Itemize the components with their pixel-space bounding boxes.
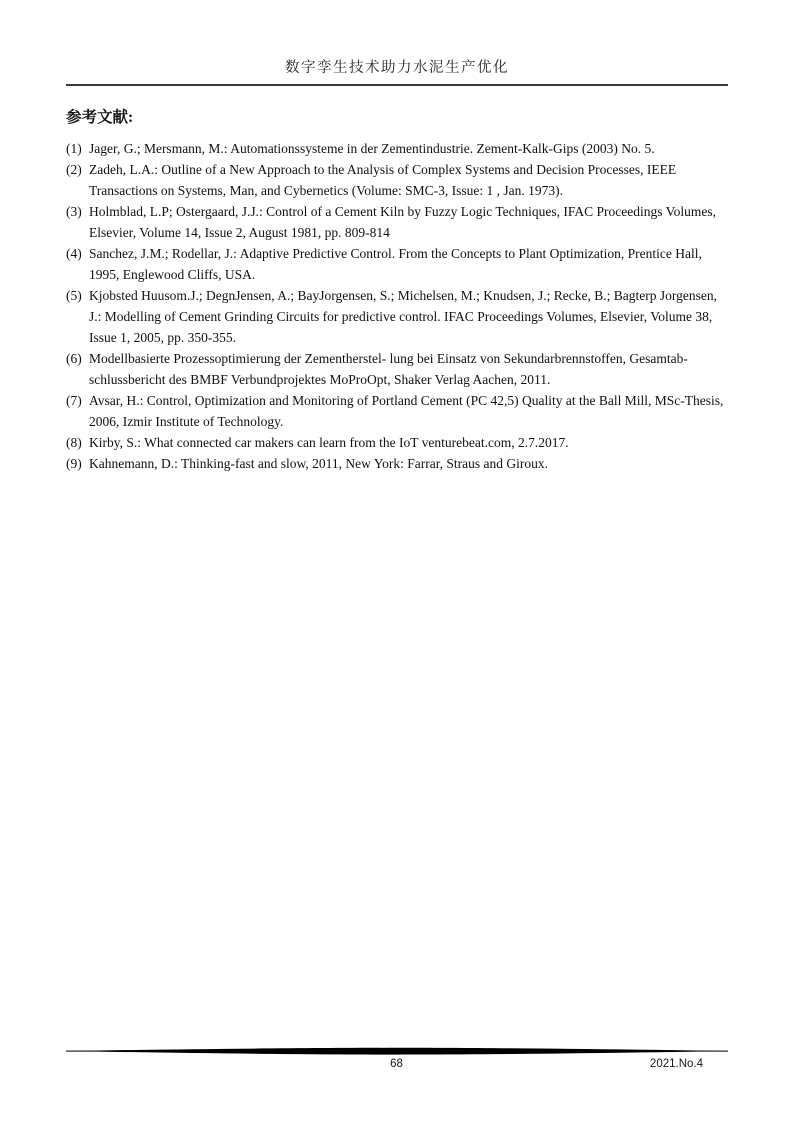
- reference-text: Sanchez, J.M.; Rodellar, J.: Adaptive Predictive Control. From the Concepts to Plant Optimization, Prentice Hall, 1995, Englewood Cliffs, USA.: [89, 246, 702, 282]
- reference-number: (8): [66, 435, 82, 450]
- footer-issue-number: 2021.No.4: [649, 1058, 703, 1070]
- running-title: 数字孪生技术助力水泥生产优化: [285, 60, 509, 76]
- reference-item: [66, 201, 728, 243]
- header-rule: [66, 84, 728, 86]
- reference-text: Zadeh, L.A.: Outline of a New Approach to the Analysis of Complex Systems and Decision Processes, IEEE Transactions on Systems, Man, and Cybernetics (Volume: SMC-3, Issue: 1 , Jan. 1973).: [89, 162, 677, 198]
- reference-number: (4): [66, 246, 82, 261]
- reference-number: (6): [66, 351, 82, 366]
- reference-text: Jager, G.; Mersmann, M.: Automationssysteme in der Zementindustrie. Zement-Kalk-Gips (2003) No. 5.: [89, 141, 655, 156]
- reference-number: (5): [66, 288, 82, 303]
- footer: [0, 1058, 793, 1076]
- reference-text: Modellbasierte Prozessoptimierung der Zementherstel- lung bei Einsatz von Sekundarbrennstoffen, Gesamtab-schlussbericht des BMBF Verbundprojektes MoProOpt, Shaker Verlag Aachen, 2011.: [89, 351, 688, 387]
- footer-page-number: 68: [390, 1058, 403, 1070]
- footer-divider-bar: [66, 1047, 728, 1056]
- reference-item: [66, 348, 728, 390]
- reference-text: Kirby, S.: What connected car makers can learn from the IoT venturebeat.com, 2.7.2017.: [89, 435, 569, 450]
- reference-list: [66, 138, 728, 474]
- reference-number: (2): [66, 162, 82, 177]
- reference-number: (7): [66, 393, 82, 408]
- reference-item: [66, 243, 728, 285]
- references-heading: 参考文献:: [66, 109, 134, 126]
- reference-text: Kjobsted Huusom.J.; DegnJensen, A.; BayJorgensen, S.; Michelsen, M.; Knudsen, J.; Recke, B.; Bagterp Jorgensen, J.: Modelling of Cement Grinding Circuits for predictive control. IFAC Proceedings Volumes, Elsevier, Volume 38, Issue 1, 2005, pp. 350-355.: [89, 288, 717, 345]
- reference-text: Avsar, H.: Control, Optimization and Monitoring of Portland Cement (PC 42,5) Quality at the Ball Mill, MSc-Thesis, 2006, Izmir Institute of Technology.: [89, 393, 724, 429]
- reference-item: [66, 432, 728, 453]
- reference-item: [66, 159, 728, 201]
- reference-number: (1): [66, 141, 82, 156]
- reference-number: (9): [66, 456, 82, 471]
- reference-item: [66, 138, 728, 159]
- reference-number: (3): [66, 204, 82, 219]
- reference-item: [66, 390, 728, 432]
- references-section: [66, 107, 728, 474]
- reference-text: Holmblad, L.P; Ostergaard, J.J.: Control of a Cement Kiln by Fuzzy Logic Techniques, IFAC Proceedings Volumes, Elsevier, Volume 14, Issue 2, August 1981, pp. 809-814: [89, 204, 716, 240]
- reference-item: [66, 285, 728, 348]
- reference-text: Kahnemann, D.: Thinking-fast and slow, 2011, New York: Farrar, Straus and Giroux.: [89, 456, 549, 471]
- reference-item: [66, 453, 728, 474]
- running-header: [66, 57, 728, 86]
